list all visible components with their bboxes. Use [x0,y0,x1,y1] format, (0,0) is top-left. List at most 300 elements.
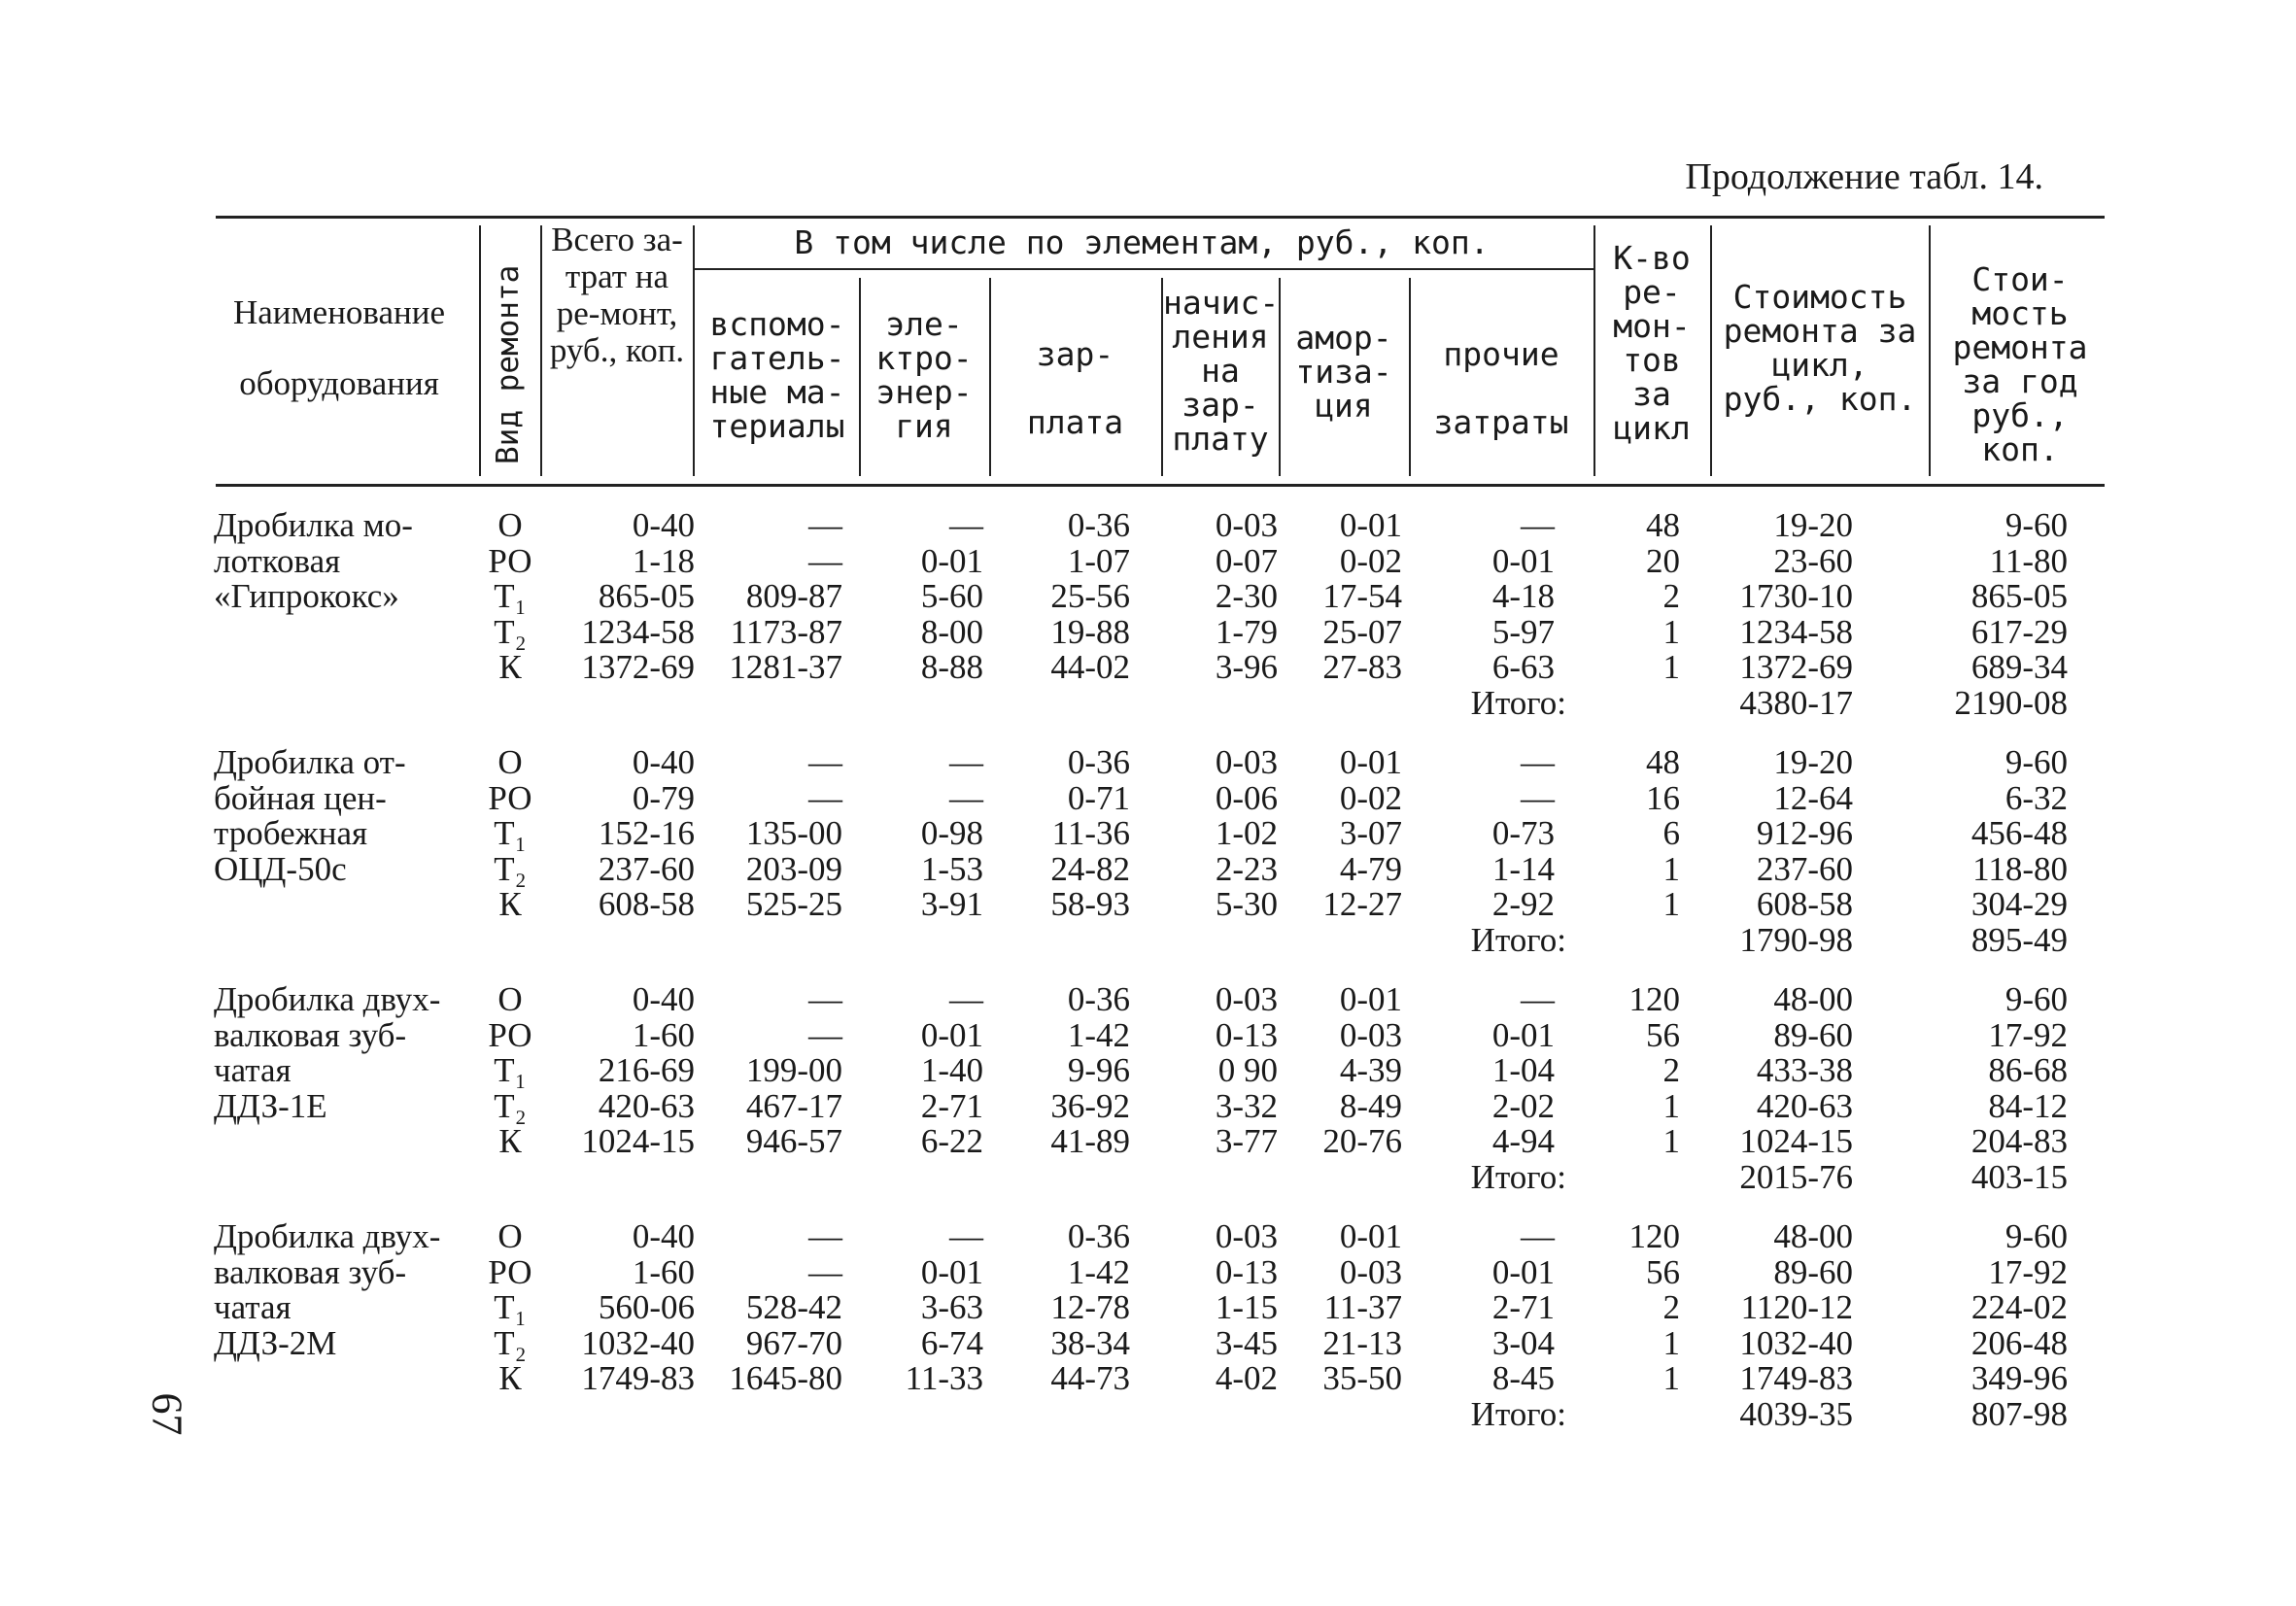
table-row [214,816,2091,852]
cost-per-cycle: 1032-40 [1739,1323,1853,1362]
total-cost-per-year: 403-15 [1970,1157,2068,1196]
cost-per-year: 86-68 [1988,1051,2068,1089]
col-sep [1710,225,1712,476]
salary-accruals: 0-07 [1215,541,1278,580]
equipment-name-line: лотковая [214,541,341,580]
salary: 9-96 [1067,1051,1130,1089]
repair-type: О [497,980,523,1018]
salary-accruals: 0-03 [1215,506,1278,544]
cost-per-cycle: 48-00 [1773,1217,1853,1255]
continuation-label: Продолжение табл. 14. [1685,156,2043,197]
cost-per-cycle: 12-64 [1773,778,1853,817]
equipment-name-line: чатая [214,1288,291,1326]
header-bottom-rule [216,484,2105,487]
total-row [214,1160,2091,1196]
amortization: 0-01 [1339,743,1402,781]
electro-energy: 6-74 [920,1323,983,1362]
header-energy: эле-ктро-энер-гия [875,305,973,445]
repair-count: 1 [1662,885,1680,923]
col-sep [479,225,481,476]
salary-accruals: 3-96 [1215,648,1278,686]
salary-accruals: 1-02 [1215,814,1278,852]
equipment-name-line: валковая зуб- [214,1252,407,1291]
amortization: 25-07 [1322,612,1402,651]
table-row [214,982,2091,1018]
other-costs: 4-94 [1491,1122,1555,1160]
aux-materials: 525-25 [745,885,842,923]
total-cost: 1-18 [632,541,695,580]
electro-energy: 0-98 [920,814,983,852]
aux-materials: — [808,541,842,580]
repair-type: О [497,506,523,544]
cost-per-cycle: 48-00 [1773,980,1853,1018]
amortization: 0-02 [1339,778,1402,817]
total-cost: 1372-69 [581,648,695,686]
col-sep [693,225,695,476]
total-cost-per-cycle: 4380-17 [1739,683,1853,722]
salary-accruals: 3-45 [1215,1323,1278,1362]
table-row [214,781,2091,817]
aux-materials: 946-57 [745,1122,842,1160]
electro-energy: 8-88 [920,648,983,686]
cost-per-year: 204-83 [1970,1122,2068,1160]
repair-count: 1 [1662,1122,1680,1160]
cost-per-cycle: 23-60 [1773,541,1853,580]
electro-energy: — [949,1217,983,1255]
other-costs: 0-73 [1491,814,1555,852]
repair-count: 2 [1662,577,1680,615]
salary: 0-71 [1067,778,1130,817]
other-costs: 5-97 [1491,612,1555,651]
cost-per-year: 17-92 [1988,1015,2068,1054]
total-cost: 420-63 [598,1086,695,1125]
aux-materials: — [808,743,842,781]
table-row [214,1089,2091,1125]
electro-energy: 3-91 [920,885,983,923]
equipment-name-line: Дробилка двух- [214,1217,441,1255]
electro-energy: 0-01 [920,1015,983,1054]
repair-count: 1 [1662,849,1680,888]
page-number: 67 [143,1392,191,1436]
cost-per-cycle: 89-60 [1773,1015,1853,1054]
salary: 0-36 [1067,980,1130,1018]
equipment-name-line: Дробилка двух- [214,980,441,1018]
group-subrule [694,268,1593,270]
electro-energy: — [949,506,983,544]
salary-accruals: 0-03 [1215,743,1278,781]
amortization: 8-49 [1339,1086,1402,1125]
total-cost: 1-60 [632,1252,695,1291]
total-label: Итого: [1470,683,1566,722]
total-cost: 216-69 [598,1051,695,1089]
other-costs: 2-92 [1491,885,1555,923]
repair-count: 1 [1662,1359,1680,1397]
total-cost: 865-05 [598,577,695,615]
aux-materials: 1281-37 [729,648,842,686]
aux-materials: 203-09 [745,849,842,888]
repair-type: РО [488,541,532,580]
salary-accruals: 0-06 [1215,778,1278,817]
electro-energy: 11-33 [905,1359,983,1397]
amortization: 0-03 [1339,1015,1402,1054]
salary: 1-07 [1067,541,1130,580]
salary: 24-82 [1050,849,1130,888]
aux-materials: 967-70 [745,1323,842,1362]
salary: 11-36 [1051,814,1130,852]
repair-cost-table [214,508,2091,1432]
salary: 38-34 [1050,1323,1130,1362]
repair-count: 56 [1646,1252,1680,1291]
total-cost: 1234-58 [581,612,695,651]
total-cost-per-cycle: 2015-76 [1739,1157,1853,1196]
table-row [214,544,2091,580]
salary: 0-36 [1067,1217,1130,1255]
total-cost: 0-40 [632,1217,695,1255]
cost-per-cycle: 1120-12 [1740,1288,1853,1326]
other-costs: 1-04 [1491,1051,1555,1089]
electro-energy: 2-71 [920,1086,983,1125]
other-costs: 6-63 [1491,648,1555,686]
other-costs: 2-02 [1491,1086,1555,1125]
repair-count: 16 [1646,778,1680,817]
total-label: Итого: [1470,920,1566,959]
repair-count: 2 [1662,1288,1680,1326]
cost-per-year: 456-48 [1970,814,2068,852]
header-name: Наименование оборудования [232,293,446,402]
total-cost: 1024-15 [581,1122,695,1160]
total-cost: 560-06 [598,1288,695,1326]
amortization: 12-27 [1322,885,1402,923]
total-cost-per-year: 807-98 [1970,1394,2068,1433]
total-cost-per-cycle: 1790-98 [1739,920,1853,959]
amortization: 11-37 [1323,1288,1402,1326]
cost-per-cycle: 237-60 [1756,849,1853,888]
repair-type: Т₂ [494,612,527,651]
table-row [214,579,2091,615]
col-sep [1929,225,1931,476]
header-group: В том числе по элементам, руб., коп. [794,223,1490,261]
table-row [214,1326,2091,1362]
other-costs: 1-14 [1491,849,1555,888]
repair-count: 120 [1628,980,1680,1018]
repair-type: О [497,1217,523,1255]
equipment-name-line [214,1361,476,1397]
aux-materials: — [808,1252,842,1291]
cost-per-cycle: 1730-10 [1739,577,1853,615]
aux-materials: 199-00 [745,1051,842,1089]
equipment-name-line: ДДЗ-2М [214,1323,337,1362]
header-amortization: амор-тиза-ция [1295,319,1392,425]
salary: 1-42 [1067,1252,1130,1291]
equipment-name-line: ДДЗ-1Е [214,1086,327,1125]
equipment-name-line: «Гипрококс» [214,577,399,615]
electro-energy: 3-63 [920,1288,983,1326]
amortization: 0-01 [1339,980,1402,1018]
cost-per-cycle: 420-63 [1756,1086,1853,1125]
aux-materials: — [808,1217,842,1255]
table-row [214,745,2091,781]
repair-type: Т₂ [494,849,527,888]
total-cost: 1749-83 [581,1359,695,1397]
header-other: прочие затраты [1433,335,1569,441]
group-gap [214,1195,2091,1219]
repair-count: 1 [1662,612,1680,651]
cost-per-cycle: 1749-83 [1739,1359,1853,1397]
amortization: 0-03 [1339,1252,1402,1291]
aux-materials: 135-00 [745,814,842,852]
cost-per-cycle: 19-20 [1773,506,1853,544]
cost-per-cycle: 19-20 [1773,743,1853,781]
repair-type: РО [488,1252,532,1291]
equipment-name-line: бойная цен- [214,778,387,817]
salary: 19-88 [1050,612,1130,651]
repair-type: Т₁ [494,1051,527,1089]
equipment-name-line: Дробилка от- [214,743,406,781]
aux-materials: 528-42 [745,1288,842,1326]
salary-accruals: 4-02 [1215,1359,1278,1397]
equipment-name-line [214,1124,476,1160]
salary-accruals: 3-77 [1215,1122,1278,1160]
header-materials: вспомо-гатель-ные ма-териалы [709,305,845,445]
salary: 12-78 [1050,1288,1130,1326]
header-count: К-во ре-мон-тов за цикл [1613,239,1691,447]
table-row [214,508,2091,544]
repair-count: 20 [1646,541,1680,580]
salary-accruals: 2-30 [1215,577,1278,615]
total-row [214,923,2091,959]
repair-type: РО [488,778,532,817]
group-gap [214,958,2091,982]
repair-count: 2 [1662,1051,1680,1089]
cost-per-year: 9-60 [2005,1217,2068,1255]
header-salary: зар- плата [1026,335,1124,441]
amortization: 0-01 [1339,506,1402,544]
cost-per-year: 9-60 [2005,506,2068,544]
aux-materials: 1173-87 [730,612,842,651]
amortization: 20-76 [1322,1122,1402,1160]
table-row [214,1255,2091,1291]
repair-count: 1 [1662,1323,1680,1362]
header-cost-cycle: Стоимость ремонта за цикл, руб., коп. [1723,278,1917,418]
electro-energy: — [949,743,983,781]
table-row [214,615,2091,651]
cost-per-cycle: 89-60 [1773,1252,1853,1291]
equipment-name-line: Дробилка мо- [214,506,413,544]
salary: 44-73 [1050,1359,1130,1397]
other-costs: 2-71 [1491,1288,1555,1326]
other-costs: — [1521,980,1555,1018]
amortization: 0-02 [1339,541,1402,580]
amortization: 35-50 [1322,1359,1402,1397]
aux-materials: — [808,1015,842,1054]
cost-per-cycle: 1372-69 [1739,648,1853,686]
group-gap [214,721,2091,745]
other-costs: 0-01 [1491,541,1555,580]
salary: 41-89 [1050,1122,1130,1160]
other-costs: 3-04 [1491,1323,1555,1362]
cost-per-cycle: 1024-15 [1739,1122,1853,1160]
total-cost: 152-16 [598,814,695,852]
cost-per-cycle: 912-96 [1756,814,1853,852]
equipment-name-line: валковая зуб- [214,1015,407,1054]
repair-type: РО [488,1015,532,1054]
repair-type: Т₂ [494,1086,527,1125]
salary-accruals: 0-13 [1215,1015,1278,1054]
header-total: Всего за-трат на ре-монт, руб., коп. [549,221,685,369]
repair-type: К [498,1122,522,1160]
header-accruals: начис-ления на зар-плату [1163,284,1280,458]
total-label: Итого: [1470,1157,1566,1196]
salary: 0-36 [1067,506,1130,544]
cost-per-year: 11-80 [1989,541,2068,580]
cost-per-year: 349-96 [1970,1359,2068,1397]
electro-energy: 1-53 [920,849,983,888]
repair-count: 48 [1646,743,1680,781]
salary-accruals: 0 90 [1217,1051,1278,1089]
total-cost: 1032-40 [581,1323,695,1362]
cost-per-year: 689-34 [1970,648,2068,686]
cost-per-year: 865-05 [1970,577,2068,615]
aux-materials: — [808,506,842,544]
salary-accruals: 0-03 [1215,980,1278,1018]
salary-accruals: 1-15 [1215,1288,1278,1326]
cost-per-year: 17-92 [1988,1252,2068,1291]
table-row [214,1124,2091,1160]
other-costs: — [1521,743,1555,781]
repair-count: 56 [1646,1015,1680,1054]
equipment-name-line: ОЦД-50с [214,849,347,888]
table-row [214,1219,2091,1255]
total-cost: 1-60 [632,1015,695,1054]
repair-type: Т₁ [494,577,527,615]
repair-count: 48 [1646,506,1680,544]
other-costs: 4-18 [1491,577,1555,615]
salary-accruals: 2-23 [1215,849,1278,888]
cost-per-year: 206-48 [1970,1323,2068,1362]
equipment-name-line [214,650,476,686]
other-costs: — [1521,778,1555,817]
table-row [214,650,2091,686]
electro-energy: — [949,980,983,1018]
total-cost: 0-40 [632,506,695,544]
repair-count: 120 [1628,1217,1680,1255]
cost-per-year: 9-60 [2005,980,2068,1018]
repair-count: 1 [1662,1086,1680,1125]
total-cost: 0-40 [632,743,695,781]
amortization: 4-79 [1339,849,1402,888]
other-costs: — [1521,1217,1555,1255]
salary-accruals: 0-03 [1215,1217,1278,1255]
total-label: Итого: [1470,1394,1566,1433]
electro-energy: 0-01 [920,1252,983,1291]
aux-materials: 1645-80 [729,1359,842,1397]
aux-materials: — [808,778,842,817]
equipment-name-line [214,887,476,923]
col-sep [540,225,542,476]
electro-energy: 1-40 [920,1051,983,1089]
repair-type: Т₁ [494,1288,527,1326]
other-costs: 8-45 [1491,1359,1555,1397]
cost-per-cycle: 608-58 [1756,885,1853,923]
other-costs: 0-01 [1491,1252,1555,1291]
equipment-name-line: чатая [214,1051,291,1089]
electro-energy: 0-01 [920,541,983,580]
electro-energy: — [949,778,983,817]
equipment-name-line [214,615,476,651]
amortization: 21-13 [1322,1323,1402,1362]
salary: 1-42 [1067,1015,1130,1054]
salary: 58-93 [1050,885,1130,923]
header-top-rule [216,216,2105,219]
repair-type: Т₁ [494,814,527,852]
salary: 44-02 [1050,648,1130,686]
equipment-name-line: тробежная [214,814,368,852]
salary: 25-56 [1050,577,1130,615]
repair-type: О [497,743,523,781]
salary: 36-92 [1050,1086,1130,1125]
amortization: 27-83 [1322,648,1402,686]
total-cost: 608-58 [598,885,695,923]
cost-per-year: 118-80 [1972,849,2068,888]
cost-per-year: 304-29 [1970,885,2068,923]
other-costs: — [1521,506,1555,544]
total-cost: 0-79 [632,778,695,817]
table-row [214,1018,2091,1054]
table-row [214,887,2091,923]
repair-type: К [498,1359,522,1397]
aux-materials: 809-87 [745,577,842,615]
salary: 0-36 [1067,743,1130,781]
table-row [214,1361,2091,1397]
repair-count: 1 [1662,648,1680,686]
cost-per-year: 224-02 [1970,1288,2068,1326]
table-row [214,1290,2091,1326]
salary-accruals: 0-13 [1215,1252,1278,1291]
table-row [214,852,2091,888]
total-cost-per-cycle: 4039-35 [1739,1394,1853,1433]
cost-per-year: 9-60 [2005,743,2068,781]
total-cost: 237-60 [598,849,695,888]
header-cost-year: Стои-мость ремонта за год руб., коп. [1952,260,2088,468]
cost-per-cycle: 1234-58 [1739,612,1853,651]
cost-per-year: 6-32 [2005,778,2068,817]
repair-type: К [498,648,522,686]
amortization: 0-01 [1339,1217,1402,1255]
salary-accruals: 1-79 [1215,612,1278,651]
repair-type: К [498,885,522,923]
aux-materials: — [808,980,842,1018]
total-row [214,686,2091,722]
cost-per-year: 617-29 [1970,612,2068,651]
electro-energy: 5-60 [920,577,983,615]
total-cost-per-year: 2190-08 [1954,683,2068,722]
aux-materials: 467-17 [745,1086,842,1125]
amortization: 17-54 [1322,577,1402,615]
table-row [214,1053,2091,1089]
total-row [214,1397,2091,1433]
amortization: 4-39 [1339,1051,1402,1089]
electro-energy: 8-00 [920,612,983,651]
repair-type: Т₂ [494,1323,527,1362]
total-cost: 0-40 [632,980,695,1018]
total-cost-per-year: 895-49 [1970,920,2068,959]
other-costs: 0-01 [1491,1015,1555,1054]
amortization: 3-07 [1339,814,1402,852]
cost-per-year: 84-12 [1988,1086,2068,1125]
salary-accruals: 3-32 [1215,1086,1278,1125]
electro-energy: 6-22 [920,1122,983,1160]
repair-count: 6 [1662,814,1680,852]
